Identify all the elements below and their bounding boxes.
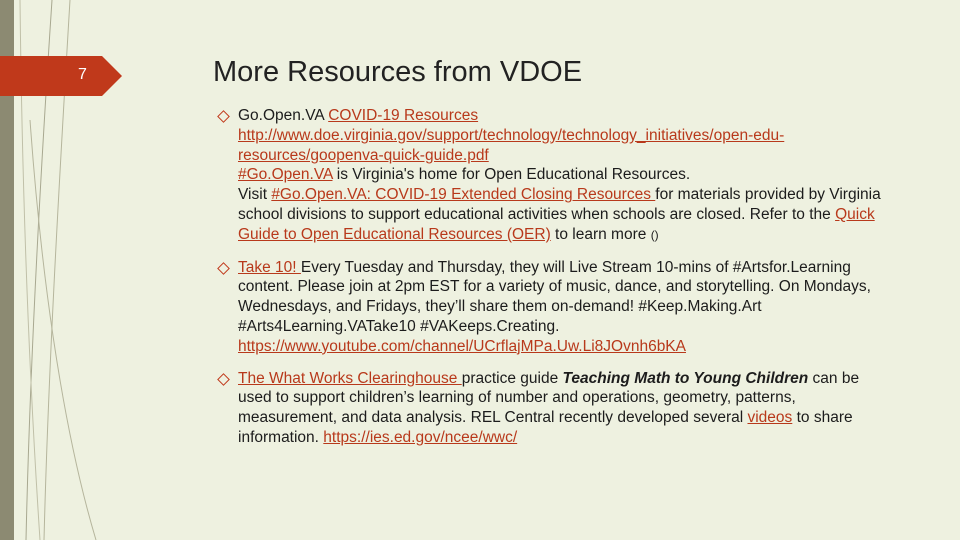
diamond-bullet-icon bbox=[217, 110, 230, 123]
learn-more-text: to learn more bbox=[550, 225, 651, 243]
goopenva-link[interactable]: #Go.Open.VA bbox=[238, 166, 333, 184]
guide-title: Teaching Math to Young Children bbox=[562, 369, 809, 387]
bullet-wwc bbox=[216, 369, 896, 448]
diamond-bullet-icon bbox=[217, 262, 230, 275]
take10-link[interactable]: Take 10! bbox=[238, 258, 301, 276]
wwc-body-text: can be used to support children’s learning of number and operations, geometry, patterns, measurement, and data analysis. REL Central recently developed several bbox=[238, 369, 860, 427]
bullet-take10 bbox=[216, 258, 896, 357]
take10-body-text: Every Tuesday and Thursday, they will Live Stream 10-mins of #Artsfor.Learning content. Please join at 2pm EST for a variety of music, dance, and storytelling. On Mondays, Wednesdays, and Fridays, they’ll share them on-demand! #Keep.Making.Art #Arts4Learning.VATake10 #VAKeeps.Creating. bbox=[238, 258, 871, 335]
share-text: to share information. bbox=[238, 409, 853, 446]
extended-closing-link[interactable]: #Go.Open.VA: COVID-19 Extended Closing Resources bbox=[271, 186, 656, 204]
slide-number-tab bbox=[0, 56, 122, 96]
bullet-list bbox=[216, 106, 896, 448]
bullet-goopenva bbox=[216, 106, 896, 246]
paren-text: () bbox=[650, 227, 659, 242]
videos-link[interactable]: videos bbox=[747, 409, 793, 427]
slide-title: More Resources from VDOE bbox=[213, 56, 583, 88]
visit-text: Visit bbox=[238, 186, 272, 204]
quick-guide-oer-link[interactable]: Quick Guide to Open Educational Resources (OER) bbox=[238, 205, 875, 243]
goopenva-lead-text: Go.Open.VA bbox=[238, 107, 329, 124]
goopenva-home-text: is Virginia's home for Open Educational Resources. bbox=[332, 166, 691, 184]
diamond-bullet-icon bbox=[217, 373, 230, 386]
guide-text: practice guide bbox=[461, 369, 563, 387]
materials-text: for materials provided by Virginia school divisions to support educational activities when schools are closed. Refer to the bbox=[238, 186, 881, 223]
youtube-channel-link[interactable]: https://www.youtube.com/channel/UCrflajMPa.Uw.Li8JOvnh6bKA bbox=[238, 337, 686, 355]
slide-number: 7 bbox=[78, 66, 87, 83]
wwc-link[interactable]: The What Works Clearinghouse bbox=[238, 369, 462, 387]
covid-resources-link[interactable]: COVID-19 Resources bbox=[328, 107, 479, 124]
ies-wwc-link[interactable]: https://ies.ed.gov/ncee/wwc/ bbox=[323, 428, 518, 446]
doe-guide-url-link[interactable]: http://www.doe.virginia.gov/support/technology/technology_initiatives/open-edu-resources/goopenva-quick-guide.pdf bbox=[238, 126, 785, 164]
